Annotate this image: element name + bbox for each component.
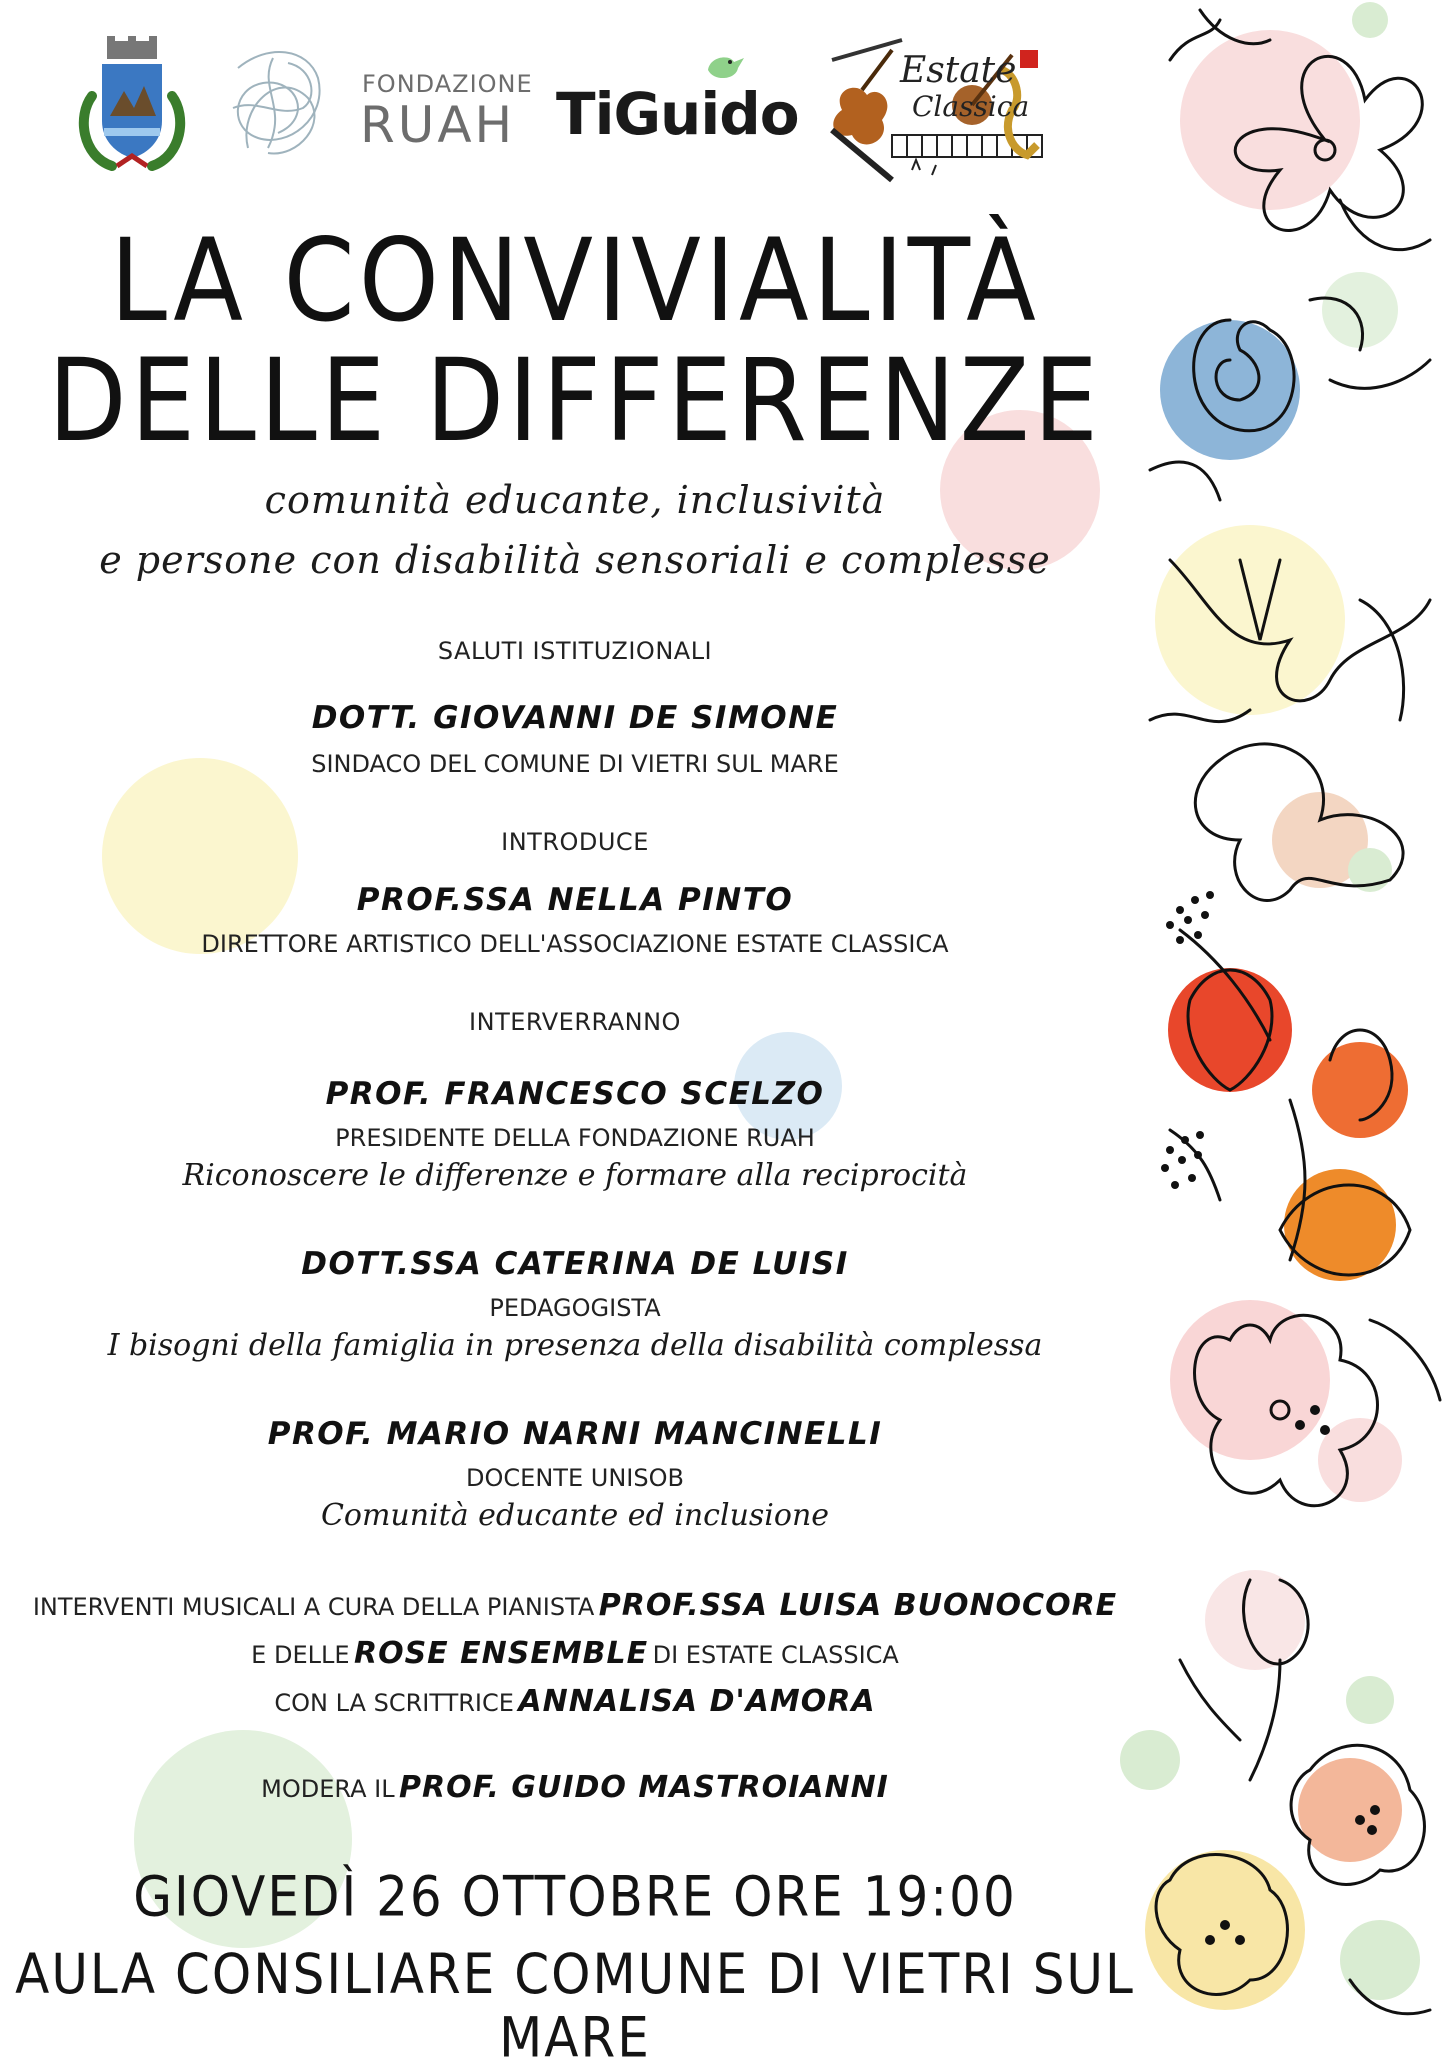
speaker-3-role: PRESIDENTE DELLA FONDAZIONE RUAH bbox=[335, 1124, 815, 1152]
speaker-5-role: DOCENTE UNISOB bbox=[466, 1464, 684, 1492]
estate-classica-line2: Classica bbox=[912, 90, 1030, 123]
interventions-label: INTERVERRANNO bbox=[469, 1008, 681, 1036]
music-line-3 bbox=[0, 1684, 1150, 1719]
ruah-logo-icon bbox=[218, 38, 338, 168]
speaker-2-name: PROF.SSA NELLA PINTO bbox=[356, 882, 794, 918]
writer-name: ANNALISA D'AMORA bbox=[518, 1684, 876, 1719]
speaker-1-name: DOTT. GIOVANNI DE SIMONE bbox=[311, 700, 839, 736]
music-line-3-prefix: CON LA SCRITTRICE bbox=[274, 1689, 514, 1717]
floral-border-icon bbox=[1110, 0, 1449, 2048]
municipal-crest-icon bbox=[72, 36, 192, 176]
yellow-dot bbox=[102, 758, 298, 954]
music-line-1 bbox=[0, 1588, 1150, 1623]
title-line-1: LA CONVIVIALITÀ bbox=[110, 214, 1040, 349]
subtitle-line-2: e persone con disabilità sensoriali e complesse bbox=[99, 538, 1051, 582]
moderator-line bbox=[0, 1770, 1150, 1805]
speaker-4-talk: I bisogni della famiglia in presenza della disabilità complessa bbox=[107, 1328, 1043, 1363]
ruah-logo-line2: RUAH bbox=[360, 96, 516, 154]
moderator-prefix: MODERA IL bbox=[261, 1775, 395, 1803]
speaker-3-name: PROF. FRANCESCO SCELZO bbox=[325, 1076, 825, 1112]
speaker-3-talk: Riconoscere le differenze e formare alla reciprocità bbox=[182, 1158, 968, 1193]
subtitle-line-1: comunità educante, inclusività bbox=[264, 478, 886, 522]
intro-label: INTRODUCE bbox=[501, 828, 649, 856]
ruah-logo-line1: FONDAZIONE bbox=[362, 70, 533, 98]
speaker-5-talk: Comunità educante ed inclusione bbox=[320, 1498, 830, 1533]
music-line-2 bbox=[0, 1636, 1150, 1671]
greetings-label: SALUTI ISTITUZIONALI bbox=[437, 637, 713, 665]
music-line-2-prefix: E DELLE bbox=[251, 1641, 350, 1669]
speaker-4-role: PEDAGOGISTA bbox=[489, 1294, 661, 1322]
pianist-name: PROF.SSA LUISA BUONOCORE bbox=[598, 1588, 1118, 1623]
ensemble-name: ROSE ENSEMBLE bbox=[353, 1636, 649, 1671]
logo-bar bbox=[60, 28, 1060, 198]
event-date: GIOVEDÌ 26 OTTOBRE ORE 19:00 bbox=[133, 1865, 1017, 1929]
tiguido-logo: TiGuido bbox=[556, 80, 799, 148]
event-place: AULA CONSILIARE COMUNE DI VIETRI SUL MARE bbox=[15, 1942, 1135, 2070]
title-line-2: DELLE DIFFERENZE bbox=[48, 334, 1102, 469]
speaker-5-name: PROF. MARIO NARNI MANCINELLI bbox=[267, 1416, 883, 1452]
speaker-1-role: SINDACO DEL COMUNE DI VIETRI SUL MARE bbox=[311, 750, 839, 778]
bird-icon bbox=[700, 48, 750, 84]
moderator-name: PROF. GUIDO MASTROIANNI bbox=[399, 1770, 889, 1805]
music-line-1-prefix: INTERVENTI MUSICALI A CURA DELLA PIANISTA bbox=[32, 1593, 595, 1621]
speaker-4-name: DOTT.SSA CATERINA DE LUISI bbox=[301, 1246, 849, 1282]
music-line-2-suffix: DI ESTATE CLASSICA bbox=[652, 1641, 899, 1669]
speaker-2-role: DIRETTORE ARTISTICO DELL'ASSOCIAZIONE ESTATE CLASSICA bbox=[201, 930, 949, 958]
estate-classica-line1: Estate bbox=[900, 50, 1017, 91]
